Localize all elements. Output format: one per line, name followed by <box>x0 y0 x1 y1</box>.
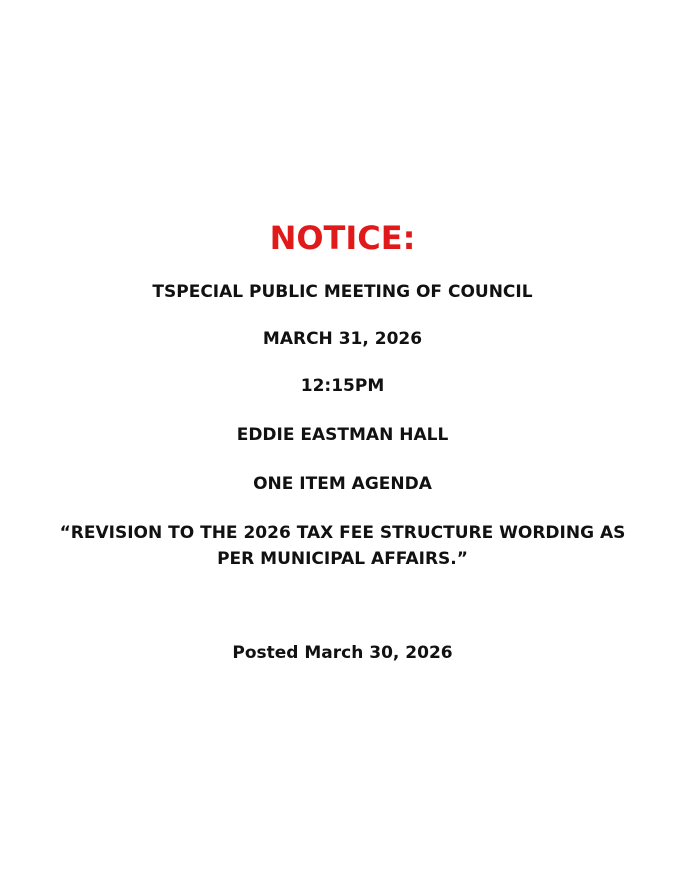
meeting-name: TSPECIAL PUBLIC MEETING OF COUNCIL <box>152 282 533 302</box>
agenda-heading: ONE ITEM AGENDA <box>253 474 432 494</box>
meeting-location: EDDIE EASTMAN HALL <box>236 425 449 445</box>
meeting-time: 12:15PM <box>300 376 385 396</box>
notice-title: NOTICE: <box>269 219 416 257</box>
agenda-item: “REVISION TO THE 2026 TAX FEE STRUCTURE WORDING AS PER MUNICIPAL AFFAIRS.” <box>59 523 626 569</box>
posted-date: Posted March 30, 2026 <box>232 643 453 663</box>
meeting-date: MARCH 31, 2026 <box>262 329 423 349</box>
